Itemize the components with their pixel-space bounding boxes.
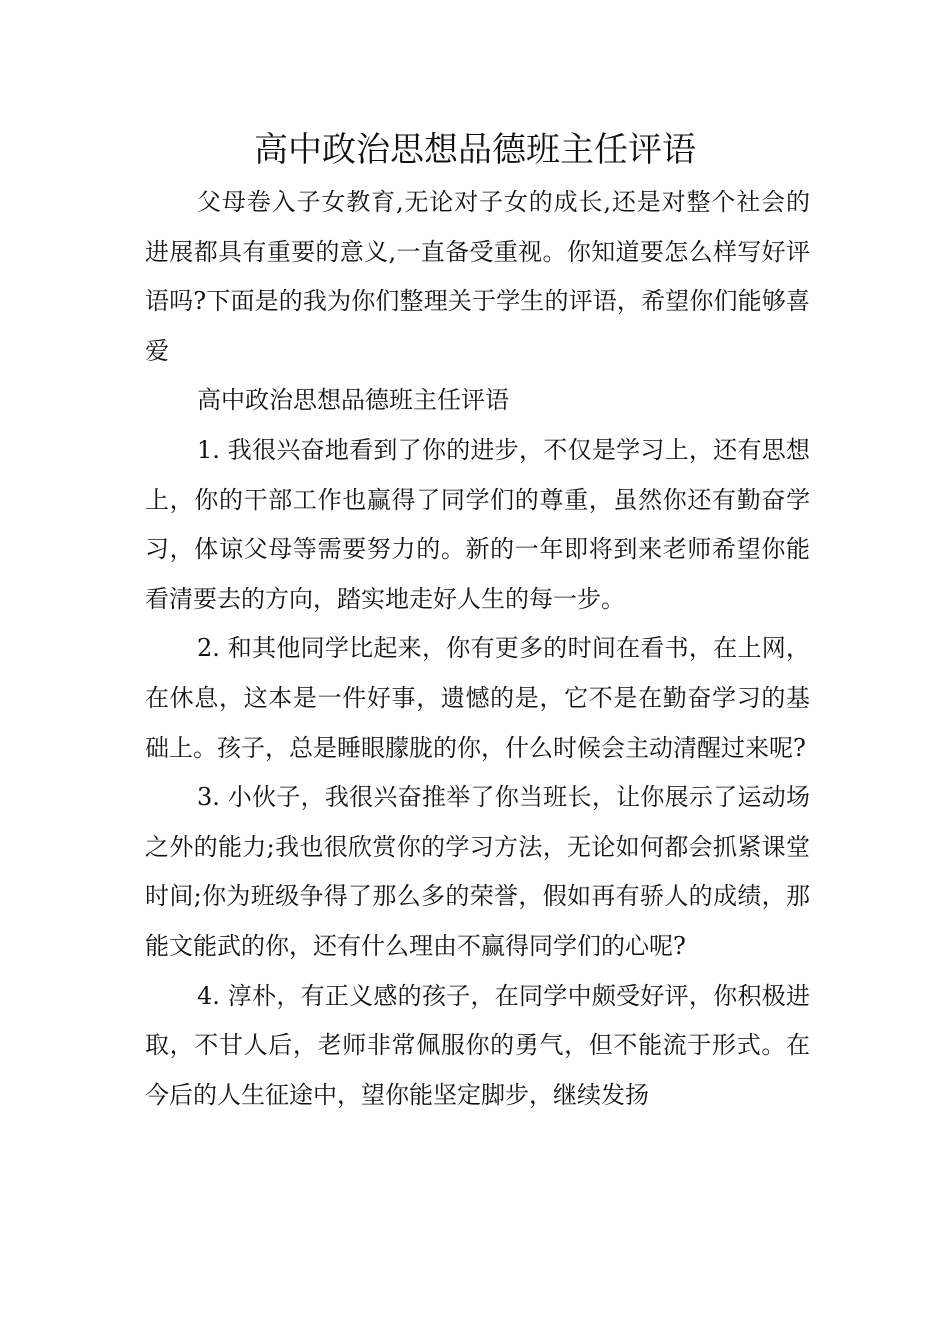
document-body xyxy=(145,178,810,1120)
comment-paragraph-1: 1. 我很兴奋地看到了你的进步，不仅是学习上，还有思想上，你的干部工作也赢得了同学们的尊重，虽然你还有勤奋学习，体谅父母等需要努力的。新的一年即将到来老师希望你能看清要去的方向，踏实地走好人生的每一步。 xyxy=(145,435,810,613)
comment-paragraph-4: 4. 淳朴，有正义感的孩子，在同学中颇受好评，你积极进取，不甘人后，老师非常佩服你的勇气，但不能流于形式。在今后的人生征途中，望你能坚定脚步，继续发扬 xyxy=(145,981,810,1109)
document-title: 高中政治思想品德班主任评语 xyxy=(254,130,696,170)
intro-paragraph: 父母卷入子女教育,无论对子女的成长,还是对整个社会的进展都具有重要的意义,一直备受重视。你知道要怎么样写好评语吗?下面是的我为你们整理关于学生的评语，希望你们能够喜爱 xyxy=(145,188,810,365)
comment-paragraph-3: 3. 小伙子，我很兴奋推举了你当班长，让你展示了运动场之外的能力;我也很欣赏你的学习方法，无论如何都会抓紧课堂时间;你为班级争得了那么多的荣誉，假如再有骄人的成绩，那能文能武的你，还有什么理由不赢得同学们的心呢? xyxy=(145,783,810,960)
comment-paragraph-2: 2. 和其他同学比起来，你有更多的时间在看书，在上网，在休息，这本是一件好事，遗憾的是，它不是在勤奋学习的基础上。孩子，总是睡眼朦胧的你，什么时候会主动清醒过来呢? xyxy=(145,634,810,762)
section-heading: 高中政治思想品德班主任评语 xyxy=(197,386,509,415)
